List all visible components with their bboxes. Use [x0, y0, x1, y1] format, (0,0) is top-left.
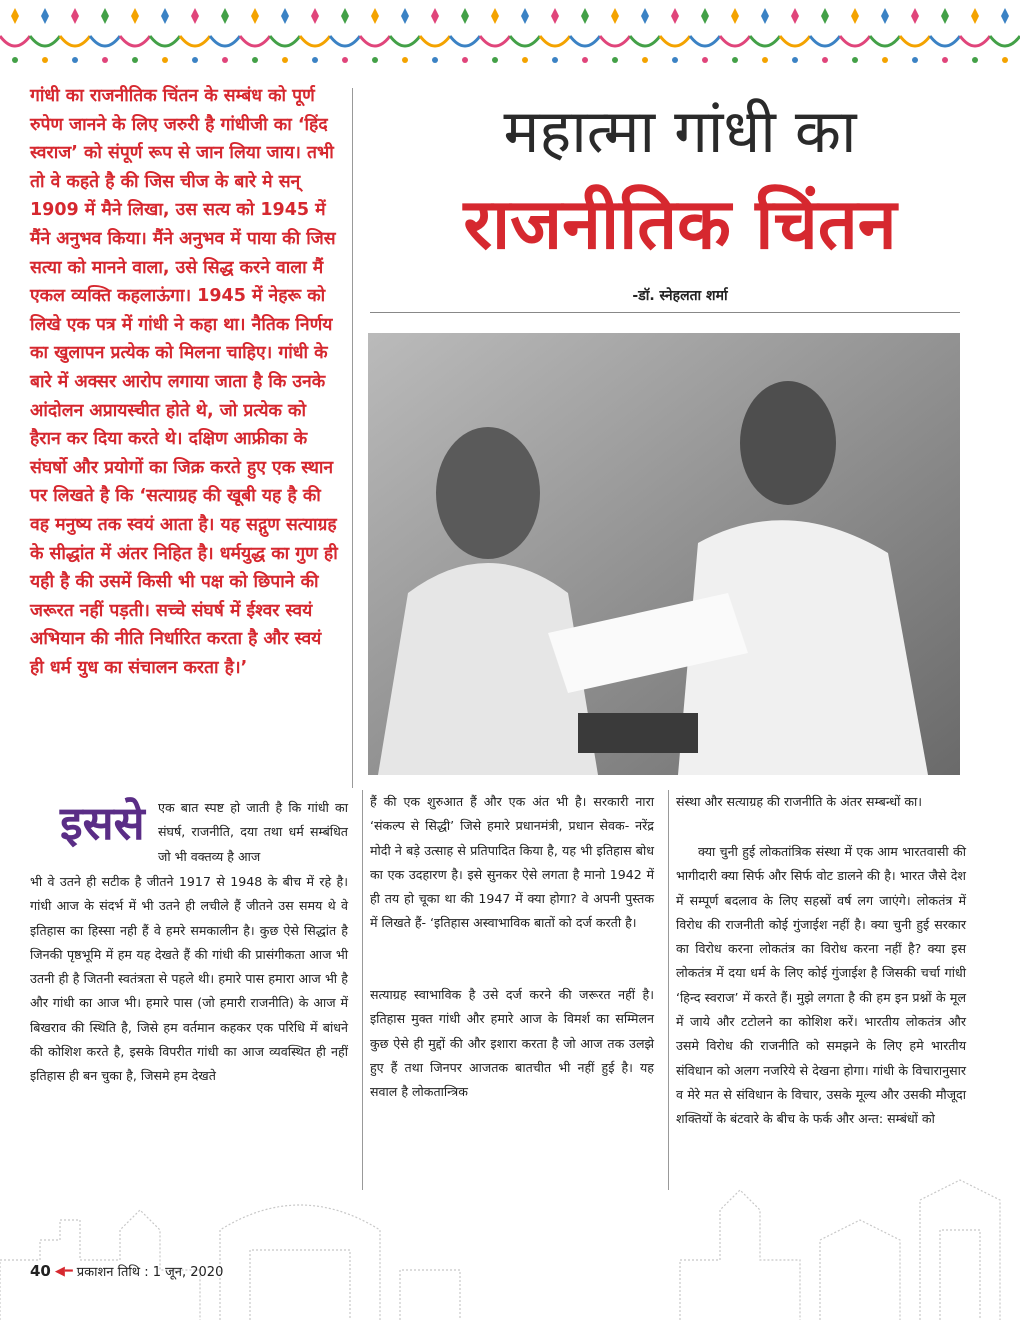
pull-quote: गांधी का राजनीतिक चिंतन के सम्बंध को पूर्ण रुपेण जानने के लिए जरुरी है गांधीजी का ‘हिंद स्वराज’ को संपूर्ण रूप से जान लिया जाय। तभी तो वे कहते है की जिस चीज के बारे मे सन् 1909 में मैने लिखा, उस सत्य को 1945 में मैंने अनुभव किया। मैंने अनुभव में पाया की जिस सत्या को मानने वाला, उसे सिद्ध करने वाला मैं एकल व्यक्ति कहलाऊंगा। 1945 में नेहरू को लिखे एक पत्र में गांधी ने कहा था। नैतिक निर्णय का खुलापन प्रत्येक को मिलना चाहिए। गांधी के बारे में अक्सर आरोप लगाया जाता है कि उनके आंदोलन अप्रायस्चीत होते थे, जो प्रत्येक को हैरान कर दिया करते थे। दक्षिण आफ्रीका के संघर्षो और प्रयोगों का जिक्र करते हुए एक स्थान पर लिखते है कि ‘सत्याग्रह की खूबी यह है की वह मनुष्य तक स्वयं आता है। यह सद्गुण सत्याग्रह के सीद्धांत में अंतर निहित है। धर्मयुद्ध का गुण ही यही है की उसमें किसी भी पक्ष को छिपाने की जरूरत नहीं पड़ती। सच्चे संघर्ष में ईश्वर स्वयं अभियान की नीति निर्धारित करता है और स्वयं ही धर्म युध का संचालन करता है।’ [30, 86, 338, 678]
column-divider [668, 790, 669, 1190]
photo-illustration [368, 333, 960, 775]
article-title-line2: राजनीतिक चिंतन [463, 183, 897, 265]
author-byline: -डॉ. स्नेहलता शर्मा [632, 288, 728, 304]
column-3-body: संस्था और सत्याग्रह की राजनीति के अंतर सम्बन्धों का। [676, 794, 923, 809]
article-title-line1: महात्मा गांधी का [503, 97, 857, 167]
publication-date: प्रकाशन तिथि : 1 जून, 2020 [76, 1265, 224, 1280]
drop-cap: इससे [60, 796, 145, 850]
page-footer [30, 1262, 223, 1280]
byline-divider [370, 312, 960, 313]
column-2-body-continued: सत्याग्रह स्वाभाविक है उसे दर्ज करने की जरूरत नहीं है। इतिहास मुक्त गांधी और हमारे आज के विमर्श का सम्मिलन कुछ ऐसे ही मुद्दों की और इशारा करता है जो आज तक उलझे हुए हैं तथा जिनपर आजतक बातचीत भी नहीं हुई है। यह सवाल है लोकतान्त्रिक [370, 987, 654, 1100]
column-3-body-continued: क्या चुनी हुई लोकतांत्रिक संस्था में एक आम भारतवासी की भागीदारी क्या सिर्फ और सिर्फ वोट डालने की है। भारत जैसे देश में सम्पूर्ण बदलाव के लिए सहस्रों वर्ष लग जाएंगे। लोकतंत्र में विरोध की राजनीती कोई गुंजाईश नहीं है। क्या चुनी हुई सरकार का विरोध करना लोकतंत्र का विरोध करना नहीं है? क्या इस लोकतंत्र में दया धर्म के लिए कोई गुंजाईश है जिसकी चर्चा गांधी ‘हिन्द स्वराज’ में करते हैं। मुझे लगता है की हम इन प्रश्नों के मूल में जाये और टटोलने का कोशिश करें। भारतीय लोकतंत्र और उसमे विरोध की राजनीति को समझने के लिए हमे भारतीय संविधान को अलग नजरिये से देखना होगा। गांधी के विचारानुसार व मेरे मत से संविधान के विचार, उसके मूल्य और उसकी मौजूदा शक्तियों के बंटवारे के बीच के फर्क और अन्त: सम्बंधों को [676, 844, 966, 1127]
historical-photo [368, 333, 960, 775]
decorative-top-border [0, 0, 1020, 80]
column-1-body: भी वे उतने ही सटीक है जीतने 1917 से 1948 के बीच में रहे है। गांधी आज के संदर्भ में भी उतने ही लचीले हैं जीतने उस समय थे वे इतिहास का हिस्सा नही हैं वे हमरे समकालीन है। कुछ ऐसे सिद्धांत है जिनकी पृष्ठभूमि में हम यह देखते हैं की गांधी की प्रासंगीकता आज भी उतनी ही है जितनी स्वतंत्रता से पहले थी। हमारे पास हमारा आज भी है और गांधी का आज भी। हमारे पास (जो हमारी राजनीति) के आज में बिखराव की स्थिति है, जिसे हम वर्तमान कहकर एक परिधि में बांधने की कोशिश करते है, इसके विपरीत गांधी का आज व्यवस्थित ही नहीं इतिहास ही बन चुका है, जिसमे हम देखते [30, 874, 348, 1084]
column-2-body: हैं की एक शुरुआत हैं और एक अंत भी है। सरकारी नारा ‘संकल्प से सिद्धी’ जिसे हमारे प्रधानमंत्री, प्रधान सेवक- नरेंद्र मोदी ने बड़े उत्साह से प्रतिपादित किया है, यह भी इतिहास बोध का एक उदहारण है। इसे सुनकर ऐसे लगता है मानो 1942 में ही तय हो चूका था की 1947 में क्या होगा? वे अपनी पुस्तक में लिखते हैं- ‘इतिहास अस्वाभाविक बातों को दर्ज करती है। [370, 794, 654, 931]
column-1-intro: एक बात स्पष्ट हो जाती है कि गांधी का संघर्ष, राजनीति, दया तथा धर्म सम्बंधित जो भी वक्तव्य है आज [158, 800, 348, 864]
page-number: 40 [30, 1262, 51, 1280]
arrow-icon: ◀━ [54, 1263, 73, 1279]
column-divider [362, 790, 363, 1190]
column-divider [352, 88, 353, 788]
decorative-skyline [0, 1170, 1020, 1322]
